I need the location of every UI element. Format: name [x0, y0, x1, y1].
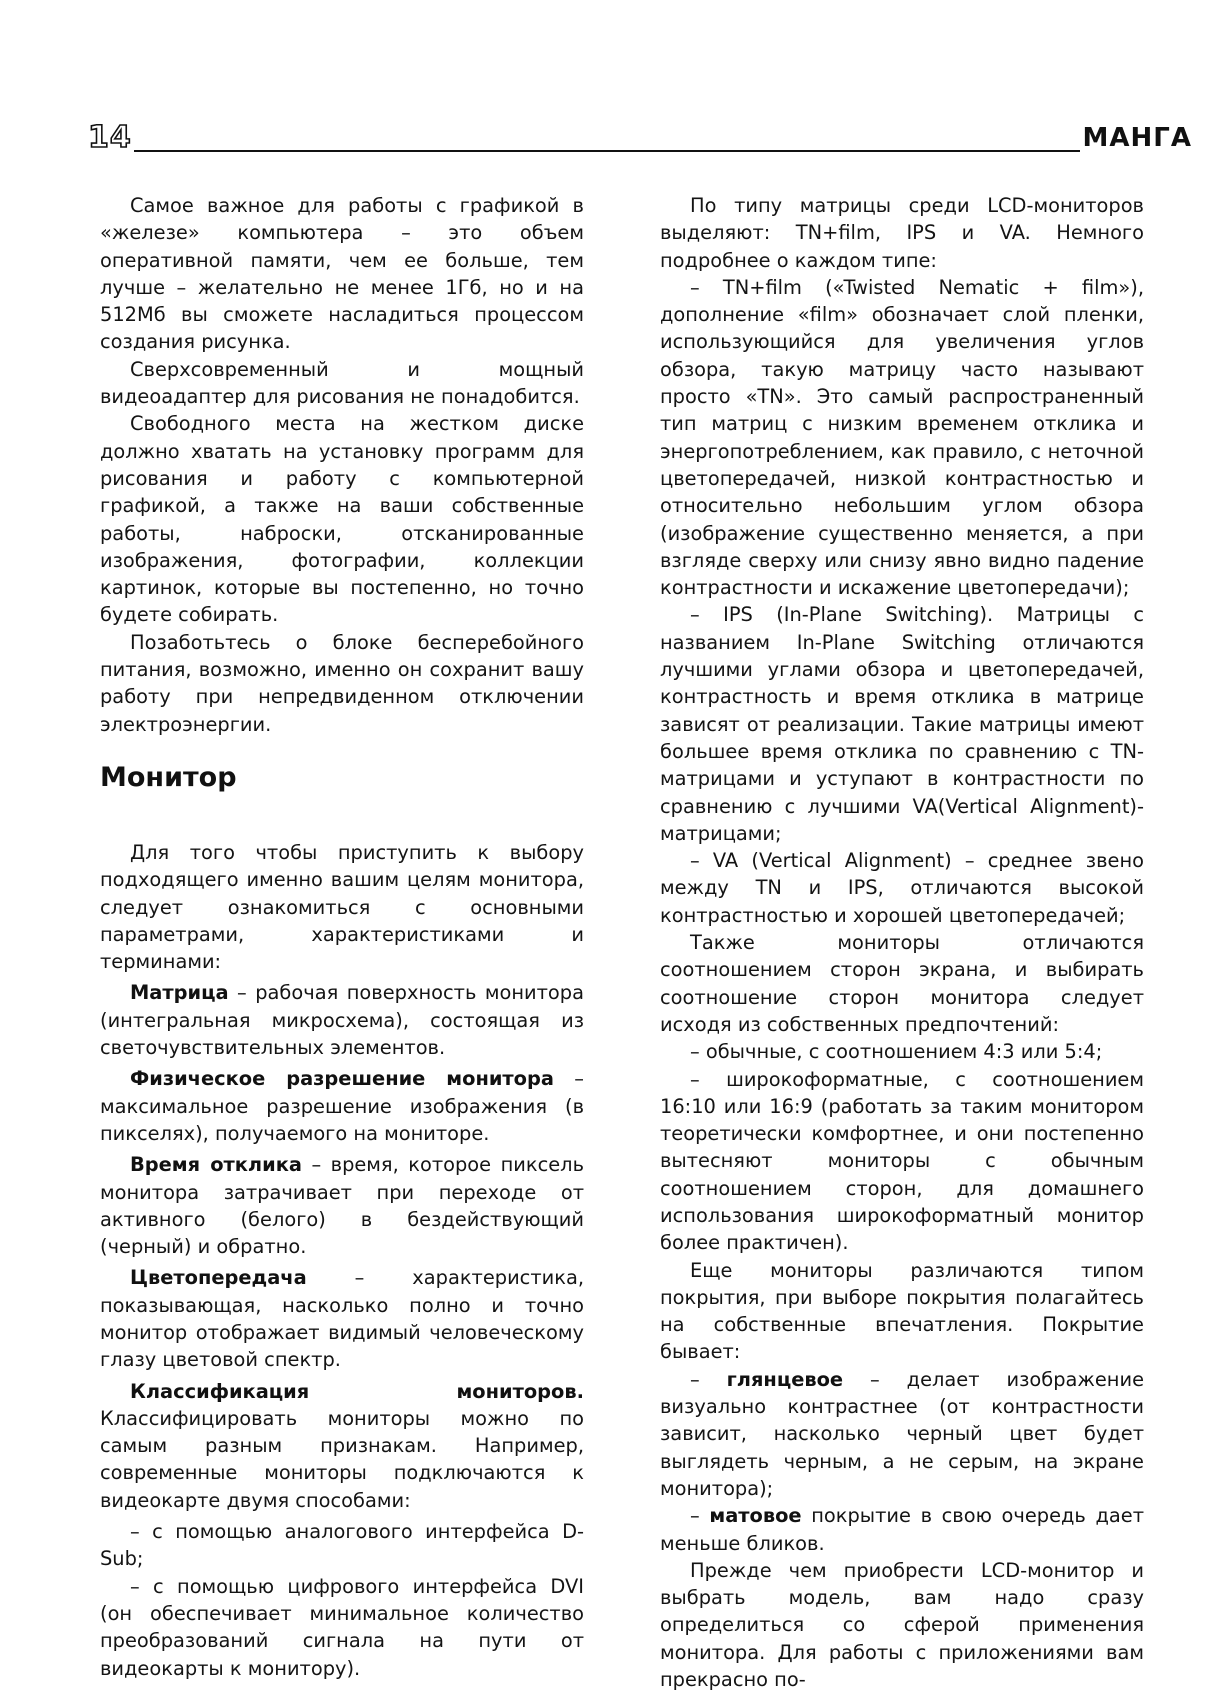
term: Матрица [130, 981, 229, 1005]
paragraph: Также мониторы отличаются соотношением сторон экрана, и выбирать соотношение сторон монитора следует исходя из собственных предпочтений: [660, 931, 1144, 1036]
definition-text: – рабочая поверхность монитора (интегральная микросхема), состоящая из светочувствительных элементов. [100, 981, 584, 1060]
paragraph: По типу матрицы среди LCD-мониторов выделяют: TN+film, IPS и VA. Немного подробнее о каждом типе: [660, 194, 1144, 272]
list-item-matte: – матовое покрытие в свою очередь дает меньше бликов. [660, 1504, 1145, 1555]
list-item: – IPS (In-Plane Switching). Матрицы с названием In-Plane Switching отличаются лучшими углами обзора и цветопередачей, контрастность и время отклика в матрице зависят от реализации. Такие матрицы имеют большее время отклика по сравнению с TN-матрицами и уступают в контрастности по сравнению с лучшими VA(Vertical Alignment)-матрицами; [660, 603, 1144, 845]
list-item: – широкоформатные, с соотношением 16:10 или 16:9 (работать за таким монитором теоретически комфортнее, и они постепенно вытесняют мониторы с обычным соотношением сторон, для домашнего использования широкоформатный монитор более практичен). [660, 1067, 1144, 1255]
paragraph: Самое важное для работы с графикой в «железе» компьютера – это объем оперативной памяти, чем ее больше, тем лучше – желательно не менее 1Гб, но и на 512Мб вы сможете насладиться процессом создания рисунка. [100, 194, 584, 354]
list-item: – TN+film («Twisted Nematic + film»), дополнение «film» обозначает слой пленки, использующийся для увеличения углов обзора, такую матрицу часто называют просто «TN». Это самый распространенный тип матриц с низким временем отклика и энергопотреблением, как правило, с неточной цветопередачей, низкой контрастностью и относительно небольшим углом обзора (изображение существенно меняется, а при взгляде сверху или снизу явно видно падение контрастности и искажение цветопередачи); [660, 275, 1144, 600]
term: Время отклика [130, 1153, 302, 1177]
definition-response-time [100, 1151, 584, 1260]
definition-text: – характеристика, показывающая, насколько полно и точно монитор отображает видимый человеческому глазу цветовой спектр. [100, 1266, 584, 1372]
paragraph: Свободного места на жестком диске должно хватать на установку программ для рисования и работу с компьютерной графикой, а также на ваши собственные работы, наброски, отсканированные изображения, фотографии, коллекции картинок, которые вы постепенно, но точно будете собирать. [100, 412, 584, 627]
list-item-glossy: – глянцевое – делает изображение визуально контрастнее (от контрастности зависит, насколько черный цвет будет выглядеть черным, а не серым, на экране монитора); [660, 1367, 1144, 1500]
definition-text: – максимальное разрешение изображения (в пикселях), получаемого на мониторе. [100, 1067, 584, 1145]
page-number: 14 [88, 120, 132, 155]
definition-text: – делает изображение визуально контрастнее (от контрастности зависит, насколько черный цвет будет выглядеть черным, а не серым, на экране монитора); [660, 1367, 1144, 1500]
list-item: – с помощью цифрового интерфейса DVI (он обеспечивает минимальное количество преобразований сигнала на пути от видеокарты к монитору). [100, 1574, 584, 1680]
paragraph: Для того чтобы приступить к выбору подходящего именно вашим целям монитора, следует ознакомиться с основными параметрами, характеристиками и терминами: [100, 840, 584, 974]
definition-text: – время, которое пиксель монитора затрачивает при переходе от активного (белого) в бездействующий (черный) и обратно. [100, 1153, 584, 1259]
right-column [660, 192, 1144, 1693]
paragraph: Еще мониторы различаются типом покрытия, при выборе покрытия полагайтесь на собственные впечатления. Покрытие бывает: [660, 1258, 1144, 1364]
definition-text: покрытие в свою очередь дает меньше бликов. [660, 1504, 1145, 1555]
term: матовое [709, 1504, 802, 1528]
header-rule [134, 150, 1080, 152]
definition-matrix [100, 979, 584, 1061]
paragraph: Сверхсовременный и мощный видеоадаптер для рисования не понадобится. [100, 357, 584, 409]
paragraph: Позаботьтесь о блоке бесперебойного питания, возможно, именно он сохранит вашу работу при непредвиденном отключении электроэнергии. [100, 630, 584, 736]
term: глянцевое [726, 1367, 844, 1391]
definition-classification [100, 1378, 584, 1514]
list-item: – VA (Vertical Alignment) – среднее звено между TN и IPS, отличаются высокой контрастностью и хорошей цветопередачей; [660, 849, 1144, 927]
section-heading: Монитор [100, 761, 237, 793]
term: Физическое разрешение монитора [130, 1067, 554, 1091]
definition-color-rendering [100, 1264, 584, 1373]
definition-resolution [100, 1065, 584, 1147]
term: Классификация мониторов. [130, 1379, 584, 1403]
list-item: – с помощью аналогового интерфейса D-Sub; [100, 1520, 584, 1571]
page-header [88, 120, 1192, 164]
paragraph: Прежде чем приобрести LCD-монитор и выбрать модель, вам надо сразу определиться со сферой применения монитора. Для работы с приложениями вам прекрасно по- [660, 1558, 1144, 1692]
list-item: – обычные, с соотношением 4:3 или 5:4; [690, 1040, 1103, 1064]
left-column [100, 192, 584, 1682]
definition-text: Классифицировать мониторы можно по самым разным признакам. Например, современные мониторы подключаются к видеокарте двумя способами: [100, 1406, 584, 1512]
term: Цветопередача [130, 1266, 307, 1290]
running-section-title: МАНГА [1082, 123, 1192, 153]
